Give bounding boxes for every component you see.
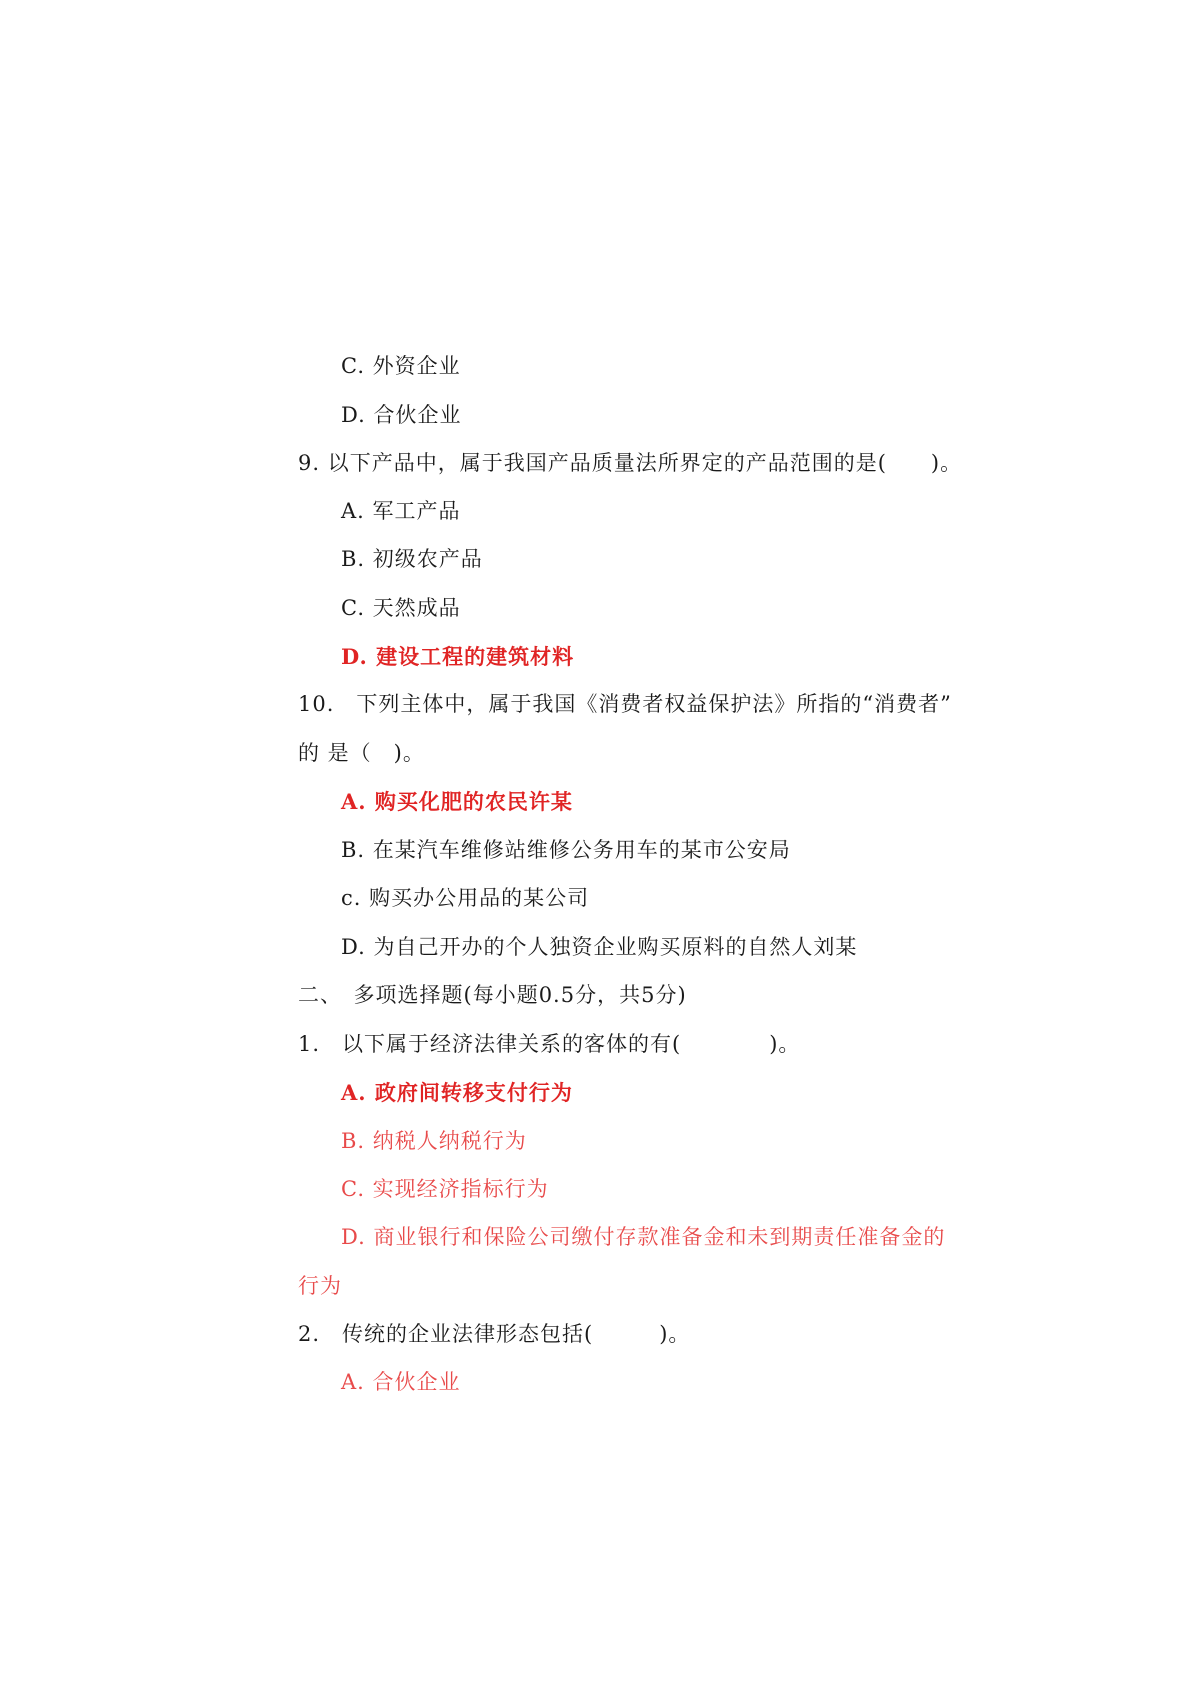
question-10-continued: 的 是（ )。 [298, 741, 425, 765]
q10-option-c: c. 购买办公用品的某公司 [341, 886, 590, 910]
q10-option-b: B. 在某汽车维修站维修公务用车的某市公安局 [341, 838, 791, 862]
question-9: 9. 以下产品中，属于我国产品质量法所界定的产品范围的是( )。 [298, 451, 963, 475]
section-heading-multiple-choice: 二、 多项选择题(每小题0.5分，共5分) [298, 983, 687, 1007]
mc1-option-d-answer: D. 商业银行和保险公司缴付存款准备金和未到期责任准备金的 [341, 1225, 946, 1249]
q9-option-b: B. 初级农产品 [341, 547, 483, 571]
q9-option-c: C. 天然成品 [341, 596, 461, 620]
option-c-foreign-enterprise: C. 外资企业 [341, 354, 461, 378]
mc1-option-d-answer-continued: 行为 [298, 1274, 342, 1298]
q10-option-a-answer: A. 购买化肥的农民许某 [341, 789, 573, 814]
mc1-option-c-answer: C. 实现经济指标行为 [341, 1177, 549, 1201]
mc2-option-a-answer: A. 合伙企业 [341, 1370, 461, 1394]
mc-question-1: 1. 以下属于经济法律关系的客体的有( )。 [298, 1032, 801, 1056]
q9-option-d-answer: D. 建设工程的建筑材料 [341, 644, 575, 669]
option-d-partnership: D. 合伙企业 [341, 403, 462, 427]
question-10: 10. 下列主体中，属于我国《消费者权益保护法》所指的“消费者” [298, 692, 952, 716]
mc-question-2: 2. 传统的企业法律形态包括( )。 [298, 1322, 691, 1346]
mc1-option-a-answer: A. 政府间转移支付行为 [341, 1080, 573, 1105]
q9-option-a: A. 军工产品 [341, 499, 461, 523]
q10-option-d: D. 为自己开办的个人独资企业购买原料的自然人刘某 [341, 935, 858, 959]
mc1-option-b-answer: B. 纳税人纳税行为 [341, 1129, 527, 1153]
